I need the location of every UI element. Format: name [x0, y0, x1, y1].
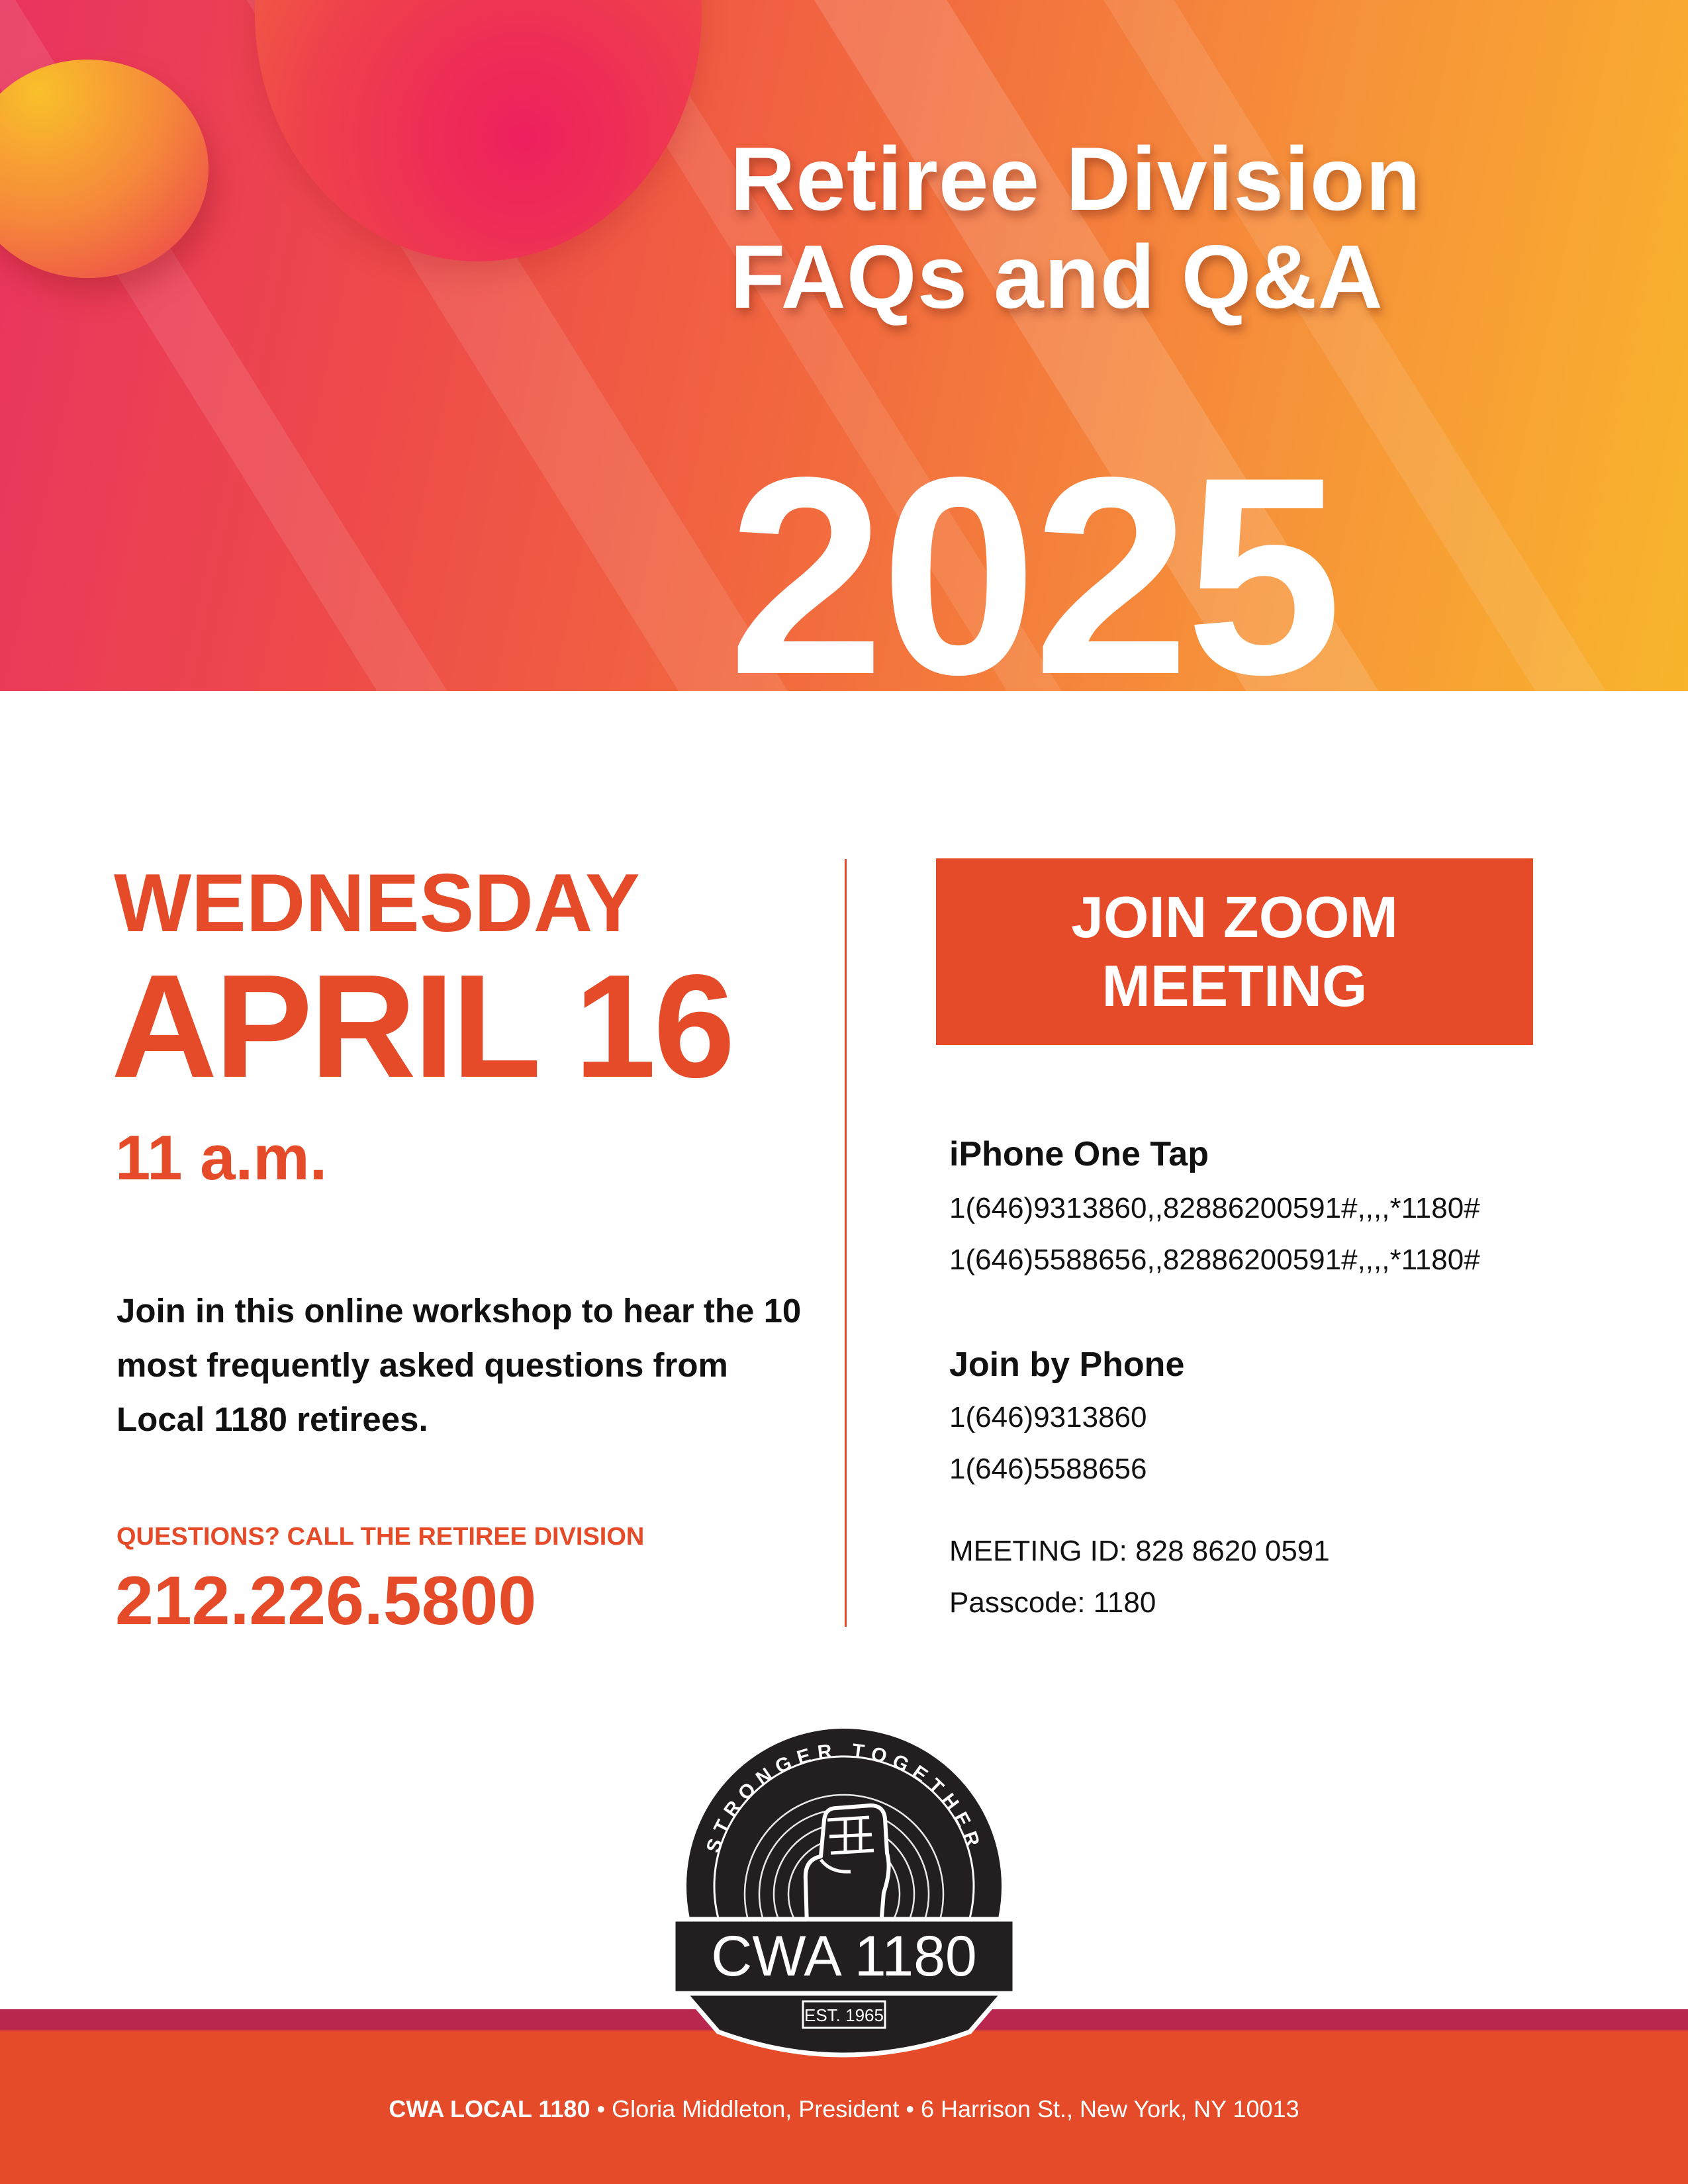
- questions-phone-link[interactable]: 212.226.5800: [115, 1563, 537, 1639]
- event-date: APRIL 16: [111, 944, 733, 1109]
- logo-est: EST. 1965: [804, 2005, 884, 2025]
- year-heading: 2025: [728, 419, 1338, 691]
- event-weekday: WEDNESDAY: [114, 858, 640, 949]
- footer-org: CWA LOCAL 1180: [389, 2095, 590, 2122]
- footer-address: 6 Harrison St., New York, NY 10013: [920, 2095, 1299, 2122]
- meeting-id: MEETING ID: 828 8620 0591: [949, 1535, 1330, 1567]
- cwa-1180-logo: [659, 1721, 1029, 2065]
- join-zoom-button[interactable]: [936, 858, 1533, 1045]
- footer-separator: •: [596, 2095, 606, 2122]
- title-line: Retiree Division: [730, 128, 1421, 229]
- one-tap-number[interactable]: 1(646)5588656,,82886200591#,,,,*1180#: [949, 1244, 1480, 1276]
- footer-president: Gloria Middleton, President: [612, 2095, 900, 2122]
- column-divider: [845, 859, 847, 1627]
- event-description: Join in this online workshop to hear the 10 most frequently asked questions from Local 1180 retirees.: [117, 1292, 802, 1438]
- logo-arc-text: STRONGER TOGETHER: [702, 1739, 986, 1856]
- decorative-circle: [255, 0, 702, 261]
- title-line: FAQs and Q&A: [730, 226, 1383, 327]
- meeting-passcode: Passcode: 1180: [949, 1586, 1156, 1619]
- decorative-circle: [0, 60, 209, 278]
- one-tap-heading: iPhone One Tap: [949, 1135, 1209, 1173]
- join-zoom-button-label: JOIN ZOOM MEETING: [1071, 884, 1398, 1019]
- footer-separator: •: [906, 2095, 914, 2122]
- event-time: 11 a.m.: [115, 1122, 328, 1193]
- hero-banner: [0, 0, 1688, 691]
- phone-number[interactable]: 1(646)5588656: [949, 1453, 1147, 1485]
- questions-label: QUESTIONS? CALL THE RETIREE DIVISION: [117, 1523, 645, 1551]
- logo-name: CWA 1180: [711, 1925, 977, 1988]
- footer-info: [0, 2095, 1688, 2124]
- one-tap-number[interactable]: 1(646)9313860,,82886200591#,,,,*1180#: [949, 1192, 1480, 1224]
- page-title: [730, 130, 1421, 326]
- phone-number[interactable]: 1(646)9313860: [949, 1401, 1147, 1433]
- join-by-phone-heading: Join by Phone: [949, 1345, 1185, 1384]
